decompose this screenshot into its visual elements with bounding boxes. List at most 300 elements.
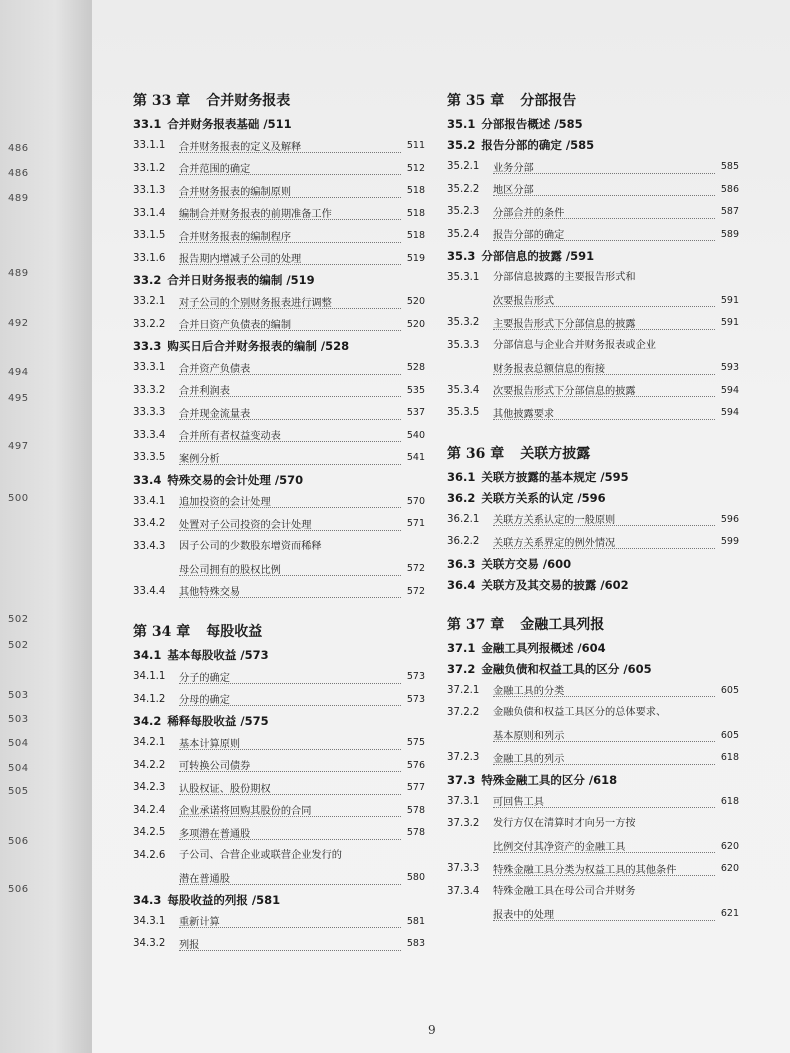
dot-leader [179, 913, 401, 928]
section-title: 特殊金融工具的区分 /618 [481, 772, 618, 787]
entry-page: 519 [406, 252, 425, 264]
toc-entry [447, 903, 739, 926]
toc-entry [133, 314, 425, 337]
dot-leader [179, 669, 401, 684]
section-heading [133, 114, 425, 135]
entry-number: 37.3.3 [447, 863, 480, 874]
chapter-number: 第 35 章 [447, 93, 505, 109]
entry-page: 572 [406, 585, 425, 597]
entry-page: 576 [406, 759, 425, 771]
entry-indent [447, 836, 493, 859]
chapter-heading [133, 621, 425, 641]
dot-leader [493, 405, 715, 420]
section-number: 34.1 [133, 648, 162, 662]
entry-title-cont: 比例交付其净资产的金融工具 [493, 842, 626, 853]
entry-page: 585 [720, 161, 739, 172]
entry-number: 33.3.4 [133, 429, 166, 441]
section-number: 35.3 [447, 249, 476, 263]
section-number: 34.3 [133, 892, 162, 907]
entry-page: 540 [406, 429, 425, 441]
toc-entry-line [447, 335, 739, 358]
entry-title: 对子公司的个别财务报表进行调整 [179, 297, 332, 309]
section-heading [447, 770, 739, 791]
entry-title: 分部信息与企业合并财务报表或企业 [493, 339, 656, 351]
toc-entry [133, 180, 425, 203]
toc-entry [133, 158, 425, 181]
entry-title: 金融负债和权益工具区分的总体要求、 [493, 707, 667, 718]
dot-leader [493, 534, 715, 549]
adjacent-page-number: 504 [8, 763, 29, 774]
section-title: 分部信息的披露 /591 [481, 249, 595, 263]
entry-title: 案例分析 [179, 453, 220, 465]
chapter-spacer [133, 603, 425, 621]
dot-leader [179, 802, 401, 817]
entry-title: 编制合并财务报表的前期准备工作 [179, 209, 332, 220]
entry-title: 合并范围的确定 [179, 164, 251, 175]
toc-entry [447, 224, 739, 247]
section-heading [447, 638, 739, 659]
section-heading [447, 114, 739, 135]
entry-title: 关联方关系认定的一般原则 [493, 515, 616, 526]
entry-title: 分母的确定 [179, 695, 230, 706]
dot-leader [179, 294, 401, 309]
chapter-title: 金融工具列报 [520, 616, 605, 633]
toc-entry [133, 491, 425, 514]
dot-leader [493, 682, 715, 697]
entry-indent [447, 290, 493, 313]
toc-right-column [447, 90, 739, 926]
section-title: 特殊交易的会计处理 /570 [167, 472, 304, 487]
entry-number: 33.4.4 [133, 585, 166, 597]
section-heading [447, 575, 739, 596]
entry-page: 594 [720, 384, 739, 396]
toc-entry [447, 531, 739, 554]
section-title: 基本每股收益 /573 [167, 648, 269, 662]
entry-number: 35.2.4 [447, 228, 480, 240]
toc-entry [133, 581, 425, 604]
toc-entry [447, 179, 739, 202]
entry-page: 572 [406, 563, 425, 574]
chapter-number: 第 36 章 [447, 445, 505, 462]
toc-entry [133, 689, 425, 712]
entry-indent [447, 357, 493, 380]
adjacent-page-number: 486 [8, 168, 29, 179]
entry-page: 577 [406, 782, 425, 793]
dot-leader [493, 204, 715, 219]
section-heading [133, 470, 425, 491]
section-number: 33.1 [133, 117, 162, 131]
entry-number: 37.3.2 [447, 818, 480, 829]
entry-page: 518 [406, 185, 425, 196]
toc-entry [133, 755, 425, 778]
page-number: 9 [428, 1023, 436, 1037]
toc-entry [447, 725, 739, 748]
entry-number: 35.3.5 [447, 407, 480, 418]
toc-entry [447, 836, 739, 859]
entry-number: 34.3.1 [133, 915, 166, 927]
section-number: 36.3 [447, 556, 476, 571]
section-heading [447, 467, 739, 488]
entry-page: 511 [406, 140, 425, 151]
chapter-number: 第 33 章 [133, 93, 191, 109]
adjacent-page-number: 495 [8, 393, 29, 404]
entry-number: 37.3.4 [447, 885, 480, 897]
dot-leader [179, 250, 401, 265]
section-number: 36.1 [447, 469, 476, 484]
entry-page: 581 [406, 915, 425, 927]
entry-number: 35.2.3 [447, 206, 480, 217]
section-title: 合并财务报表基础 /511 [167, 117, 292, 131]
adjacent-page-number: 497 [8, 441, 29, 452]
entry-number: 33.4.3 [133, 540, 166, 552]
entry-title: 合并财务报表的编制原则 [179, 186, 292, 198]
dot-leader [493, 382, 715, 397]
toc-entry-line [447, 267, 739, 290]
section-number: 37.1 [447, 640, 476, 655]
entry-title: 基本计算原则 [179, 738, 241, 750]
toc-entry-line [447, 813, 739, 836]
section-heading [133, 336, 425, 357]
chapter-number: 第 34 章 [133, 624, 191, 640]
toc-entry [133, 402, 425, 425]
entry-page: 593 [720, 362, 739, 373]
section-heading [447, 246, 739, 267]
entry-page: 620 [720, 840, 739, 852]
section-number: 37.2 [447, 661, 476, 676]
entry-page: 535 [406, 384, 425, 396]
entry-number: 33.1.6 [133, 252, 166, 264]
toc-entry [447, 509, 739, 532]
entry-title: 金融工具的列示 [493, 753, 565, 765]
entry-number: 37.2.2 [447, 707, 480, 718]
entry-number: 33.2.2 [133, 318, 166, 330]
toc-entry [133, 203, 425, 226]
entry-title: 合并资产负债表 [179, 363, 251, 375]
entry-page: 578 [406, 827, 425, 838]
section-title: 金融负债和权益工具的区分 /605 [481, 661, 652, 676]
dot-leader [179, 516, 401, 531]
entry-number: 37.2.1 [447, 684, 480, 696]
entry-page: 571 [406, 518, 425, 529]
section-number: 33.3 [133, 339, 162, 353]
entry-number: 35.2.2 [447, 183, 480, 195]
section-title: 报告分部的确定 /585 [481, 138, 595, 152]
dot-leader [179, 493, 401, 508]
entry-number: 36.2.1 [447, 513, 480, 525]
section-title: 关联方及其交易的披露 /602 [481, 577, 629, 592]
entry-indent [133, 867, 179, 890]
entry-number: 33.4.2 [133, 518, 166, 529]
section-title: 每股收益的列报 /581 [167, 892, 281, 907]
entry-page: 591 [720, 317, 739, 328]
adjacent-page-edge [0, 0, 92, 1053]
entry-page: 528 [406, 362, 425, 373]
dot-leader [179, 870, 401, 885]
section-number: 33.4 [133, 472, 162, 487]
dot-leader [179, 316, 401, 331]
entry-title: 发行方仅在清算时才向另一方按 [493, 818, 636, 829]
section-heading [133, 270, 425, 291]
chapter-number: 第 37 章 [447, 616, 505, 633]
section-title: 合并日财务报表的编制 /519 [167, 273, 315, 287]
entry-page: 620 [720, 863, 739, 874]
chapter-spacer [447, 596, 739, 614]
entry-number: 34.2.4 [133, 804, 166, 816]
entry-number: 34.2.3 [133, 782, 166, 793]
toc-entry [133, 225, 425, 248]
entry-title: 多项潜在普通股 [179, 828, 251, 840]
entry-page: 591 [720, 294, 739, 306]
entry-title: 关联方关系界定的例外情况 [493, 537, 616, 549]
section-heading [133, 645, 425, 666]
entry-number: 33.2.1 [133, 296, 166, 307]
entry-title: 认股权证、股份期权 [179, 783, 271, 795]
toc-entry [133, 933, 425, 956]
entry-number: 33.1.4 [133, 207, 166, 219]
entry-title: 因子公司的少数股东增资而稀释 [179, 540, 322, 552]
dot-leader [493, 292, 715, 307]
chapter-title: 合并财务报表 [206, 93, 291, 109]
chapter-title: 分部报告 [520, 93, 577, 109]
dot-leader [179, 183, 401, 198]
dot-leader [493, 315, 715, 330]
entry-page: 618 [720, 795, 739, 807]
section-heading [447, 659, 739, 680]
dot-leader [179, 450, 401, 465]
dot-leader [179, 138, 401, 153]
toc-entry [447, 747, 739, 770]
entry-page: 570 [406, 495, 425, 507]
dot-leader [493, 360, 715, 375]
entry-title: 次要报告形式下分部信息的披露 [493, 386, 636, 397]
entry-title: 子公司、合营企业或联营企业发行的 [179, 849, 342, 861]
entry-number: 34.2.6 [133, 849, 166, 861]
entry-number: 33.1.5 [133, 230, 166, 241]
section-heading [133, 890, 425, 911]
entry-number: 37.2.3 [447, 752, 480, 763]
chapter-title: 关联方披露 [520, 445, 591, 462]
adjacent-page-number: 489 [8, 268, 29, 279]
entry-page: 587 [720, 206, 739, 217]
entry-title: 业务分部 [493, 162, 534, 174]
section-heading [133, 711, 425, 732]
dot-leader [493, 838, 715, 853]
toc-entry [133, 867, 425, 890]
entry-number: 37.3.1 [447, 795, 480, 807]
dot-leader [493, 181, 715, 196]
toc-entry [447, 858, 739, 881]
toc-entry [133, 666, 425, 689]
entry-page: 580 [406, 872, 425, 883]
dot-leader [179, 360, 401, 375]
toc-entry [133, 558, 425, 581]
entry-title: 合并财务报表的定义及解释 [179, 141, 302, 153]
toc-entry [447, 312, 739, 335]
toc-entry-line [133, 536, 425, 559]
adjacent-page-number: 500 [8, 493, 29, 504]
entry-page: 537 [406, 407, 425, 418]
entry-number: 34.2.2 [133, 759, 166, 771]
toc-entry-line [447, 881, 739, 904]
entry-title-cont: 母公司拥有的股权比例 [179, 564, 281, 576]
entry-title: 处置对子公司投资的会计处理 [179, 519, 312, 531]
dot-leader [493, 750, 715, 765]
chapter-heading [447, 90, 739, 110]
entry-page: 605 [720, 729, 739, 741]
entry-title-cont: 基本原则和列示 [493, 731, 565, 742]
dot-leader [179, 160, 401, 175]
entry-number: 33.3.3 [133, 407, 166, 418]
entry-title: 可转换公司债券 [179, 761, 251, 772]
section-heading [447, 488, 739, 509]
entry-number: 34.3.2 [133, 938, 166, 949]
toc-entry [133, 447, 425, 470]
section-number: 34.2 [133, 714, 162, 728]
entry-page: 520 [406, 296, 425, 307]
entry-page: 573 [406, 671, 425, 682]
entry-page: 621 [720, 908, 739, 919]
adjacent-page-number: 502 [8, 614, 29, 625]
entry-number: 33.3.2 [133, 384, 166, 396]
entry-title: 其他披露要求 [493, 408, 555, 420]
entry-number: 35.3.1 [447, 272, 480, 283]
entry-number: 35.3.2 [447, 317, 480, 328]
entry-title: 地区分部 [493, 185, 534, 196]
entry-title: 分部信息披露的主要报告形式和 [493, 272, 636, 283]
entry-page: 512 [406, 162, 425, 174]
entry-title: 合并现金流量表 [179, 408, 251, 420]
dot-leader [493, 906, 715, 921]
toc-entry [447, 380, 739, 403]
section-number: 35.1 [447, 117, 476, 131]
entry-page: 618 [720, 752, 739, 763]
chapter-title: 每股收益 [206, 624, 263, 640]
toc-entry [447, 290, 739, 313]
dot-leader [179, 735, 401, 750]
toc-entry [133, 800, 425, 823]
entry-page: 575 [406, 737, 425, 748]
entry-title: 金融工具的分类 [493, 686, 565, 697]
dot-leader [179, 936, 401, 951]
section-title: 关联方关系的认定 /596 [481, 490, 606, 505]
entry-title: 分子的确定 [179, 672, 230, 684]
entry-number: 35.3.3 [447, 339, 480, 351]
dot-leader [179, 825, 401, 840]
toc-entry [447, 156, 739, 179]
entry-page: 573 [406, 693, 425, 705]
entry-page: 520 [406, 318, 425, 330]
section-title: 关联方披露的基本规定 /595 [481, 469, 629, 484]
toc-entry [133, 248, 425, 271]
toc-entry [133, 425, 425, 448]
entry-title: 特殊金融工具在母公司合并财务 [493, 885, 636, 897]
entry-title: 合并所有者权益变动表 [179, 431, 281, 442]
adjacent-page-number: 504 [8, 738, 29, 749]
section-title: 稀释每股收益 /575 [167, 714, 269, 728]
entry-indent [133, 558, 179, 581]
toc-entry [133, 911, 425, 934]
adjacent-page-number: 486 [8, 143, 29, 154]
entry-number: 34.2.1 [133, 737, 166, 748]
dot-leader [179, 405, 401, 420]
adjacent-page-number: 505 [8, 786, 29, 797]
entry-number: 34.1.2 [133, 693, 166, 705]
adjacent-page-number: 503 [8, 690, 29, 701]
section-heading [447, 135, 739, 156]
entry-number: 33.4.1 [133, 495, 166, 507]
section-number: 35.2 [447, 138, 476, 152]
entry-title: 特殊金融工具分类为权益工具的其他条件 [493, 864, 677, 876]
section-heading [447, 554, 739, 575]
entry-page: 599 [720, 536, 739, 547]
entry-page: 594 [720, 407, 739, 418]
toc-left-column [133, 90, 425, 956]
entry-title-cont: 次要报告形式 [493, 296, 555, 307]
entry-title: 合并利润表 [179, 386, 230, 397]
dot-leader [493, 511, 715, 526]
chapter-heading [447, 443, 739, 463]
entry-title: 报告期内增减子公司的处理 [179, 254, 302, 265]
entry-title-cont: 报表中的处理 [493, 909, 555, 921]
dot-leader [179, 228, 401, 243]
entry-page: 541 [406, 452, 425, 463]
toc-entry [133, 135, 425, 158]
toc-entry [133, 513, 425, 536]
section-title: 金融工具列报概述 /604 [481, 640, 606, 655]
dot-leader [179, 583, 401, 598]
entry-title: 重新计算 [179, 917, 220, 928]
entry-title: 其他特殊交易 [179, 587, 241, 598]
section-number: 36.4 [447, 577, 476, 592]
entry-indent [447, 903, 493, 926]
dot-leader [179, 691, 401, 706]
adjacent-page-number: 492 [8, 318, 29, 329]
entry-page: 578 [406, 804, 425, 816]
dot-leader [493, 861, 715, 876]
entry-title-cont: 财务报表总额信息的衔接 [493, 363, 606, 375]
entry-title: 报告分部的确定 [493, 230, 565, 241]
entry-indent [447, 725, 493, 748]
entry-page: 518 [406, 230, 425, 241]
entry-number: 35.2.1 [447, 161, 480, 172]
entry-title: 可回售工具 [493, 797, 544, 808]
adjacent-page-number: 494 [8, 367, 29, 378]
dot-leader [493, 159, 715, 174]
dot-leader [493, 793, 715, 808]
toc-entry [133, 380, 425, 403]
toc-entry-line [447, 702, 739, 725]
toc-entry [447, 201, 739, 224]
section-title: 关联方交易 /600 [481, 556, 572, 571]
toc-entry [447, 791, 739, 814]
section-title: 分部报告概述 /585 [481, 117, 583, 131]
entry-number: 33.3.1 [133, 362, 166, 373]
toc-entry [133, 732, 425, 755]
entry-number: 33.1.1 [133, 140, 166, 151]
toc-entry [447, 680, 739, 703]
section-number: 37.3 [447, 772, 476, 787]
entry-page: 605 [720, 684, 739, 696]
dot-leader [493, 727, 715, 742]
toc-entry [447, 357, 739, 380]
entry-page: 518 [406, 207, 425, 219]
section-number: 36.2 [447, 490, 476, 505]
entry-number: 33.1.3 [133, 185, 166, 196]
dot-leader [493, 226, 715, 241]
toc-entry [133, 822, 425, 845]
entry-title: 企业承诺将回购其股份的合同 [179, 806, 312, 817]
entry-number: 36.2.2 [447, 536, 480, 547]
